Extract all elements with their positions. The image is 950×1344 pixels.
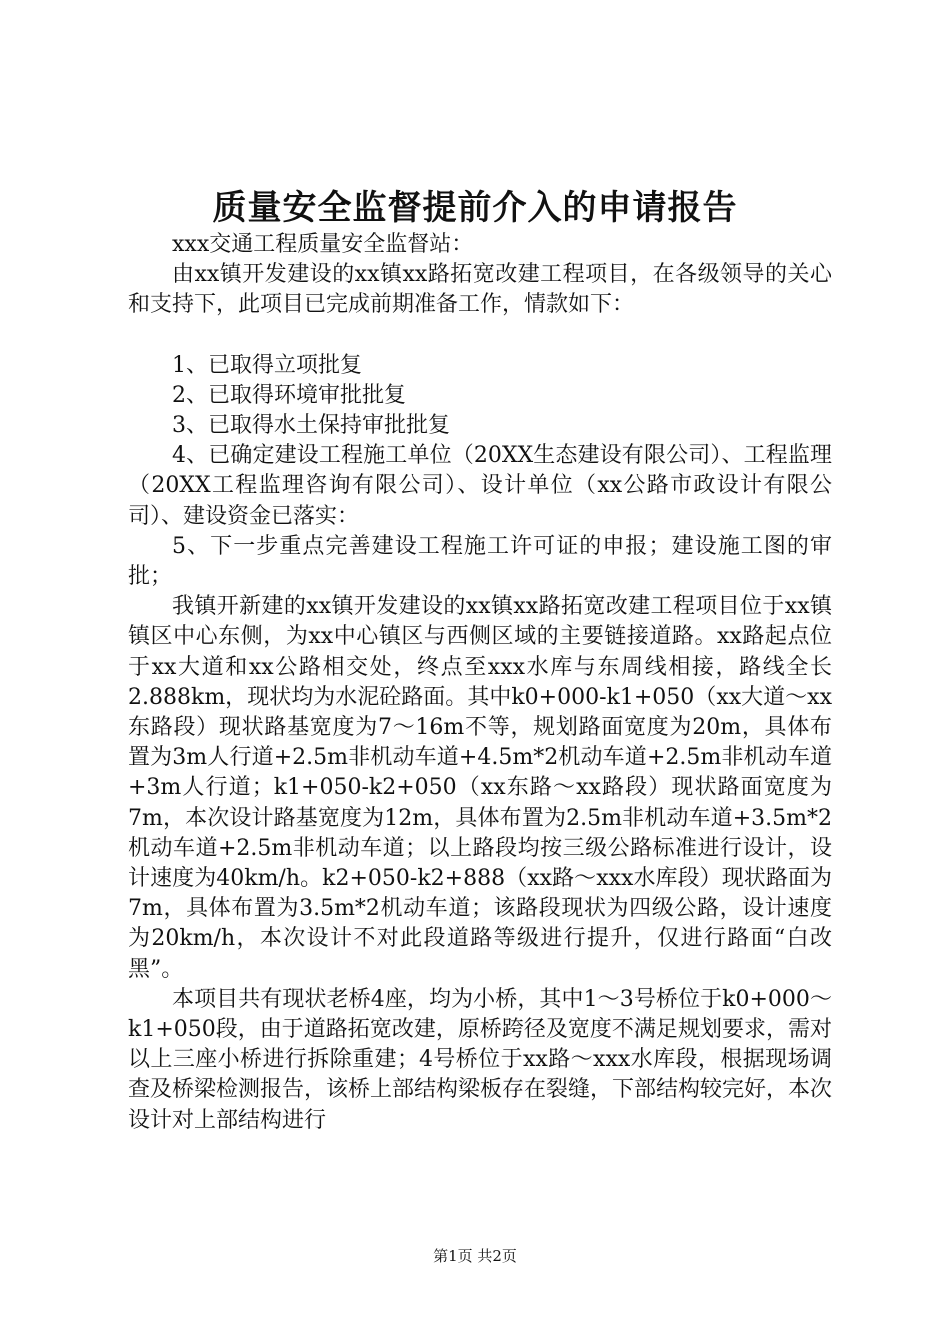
list-item-1: 1、已取得立项批复 (172, 352, 362, 378)
salutation: xxx交通工程质量安全监督站： (172, 232, 474, 257)
list-item-3: 3、已取得水土保持审批批复 (172, 413, 450, 439)
paragraph-intro: 由xx镇开发建设的xx镇xx路拓宽改建工程项目，在各级领导的关心和支持下，此项目已完成前期准备工作，情款如下： (128, 262, 832, 318)
list-item-2: 2、已取得环境审批批复 (172, 382, 406, 408)
page-number-footer: 第1页 共2页 (433, 1247, 517, 1265)
list-item-4: 4、已确定建设工程施工单位（20XX生态建设有限公司）、工程监理（20XX工程监理咨询有限公司）、设计单位（xx公路市政设计有限公司）、建设资金已落实： (128, 443, 832, 529)
paragraph-bridges: 本项目共有现状老桥4座，均为小桥，其中1～3号桥位于k0+000～k1+050段，由于道路拓宽改建，原桥跨径及宽度不满足规划要求，需对以上三座小桥进行拆除重建；4号桥位于xx路～xxx水库段，根据现场调查及桥梁检测报告，该桥上部结构梁板存在裂缝，下部结构较完好，本次设计对上部结构进行 (128, 986, 833, 1133)
document-title: 质量安全监督提前介入的申请报告 (212, 188, 738, 228)
list-item-5: 5、下一步重点完善建设工程施工许可证的申报；建设施工图的审批； (128, 533, 832, 590)
paragraph-project-description: 我镇开新建的xx镇开发建设的xx镇xx路拓宽改建工程项目位于xx镇镇区中心东侧，为xx中心镇区与西侧区域的主要链接道路。xx路起点位于xx大道和xx公路相交处，终点至xxx水库与东周线相接，路线全长2.888km，现状均为水泥砼路面。其中k0+000-k1+050（xx大道～xx东路段）现状路基宽度为7～16m不等，规划路面宽度为20m，具体布置为3m人行道+2.5m非机动车道+4.5m*2机动车道+2.5m非机动车道+3m人行道；k1+050-k2+050（xx东路～xx路段）现状路面宽度为7m，本次设计路基宽度为12m，具体布置为2.5m非机动车道+3.5m*2机动车道+2.5m非机动车道；以上路段均按三级公路标准进行设计，设计速度为40km/h。k2+050-k2+888（xx路～xxx水库段）现状路面为7m，具体布置为3.5m*2机动车道；该路段现状为四级公路，设计速度为20km/h，本次设计不对此段道路等级进行提升，仅进行路面“白改黑”。 (128, 594, 832, 982)
document-body (128, 230, 832, 1136)
